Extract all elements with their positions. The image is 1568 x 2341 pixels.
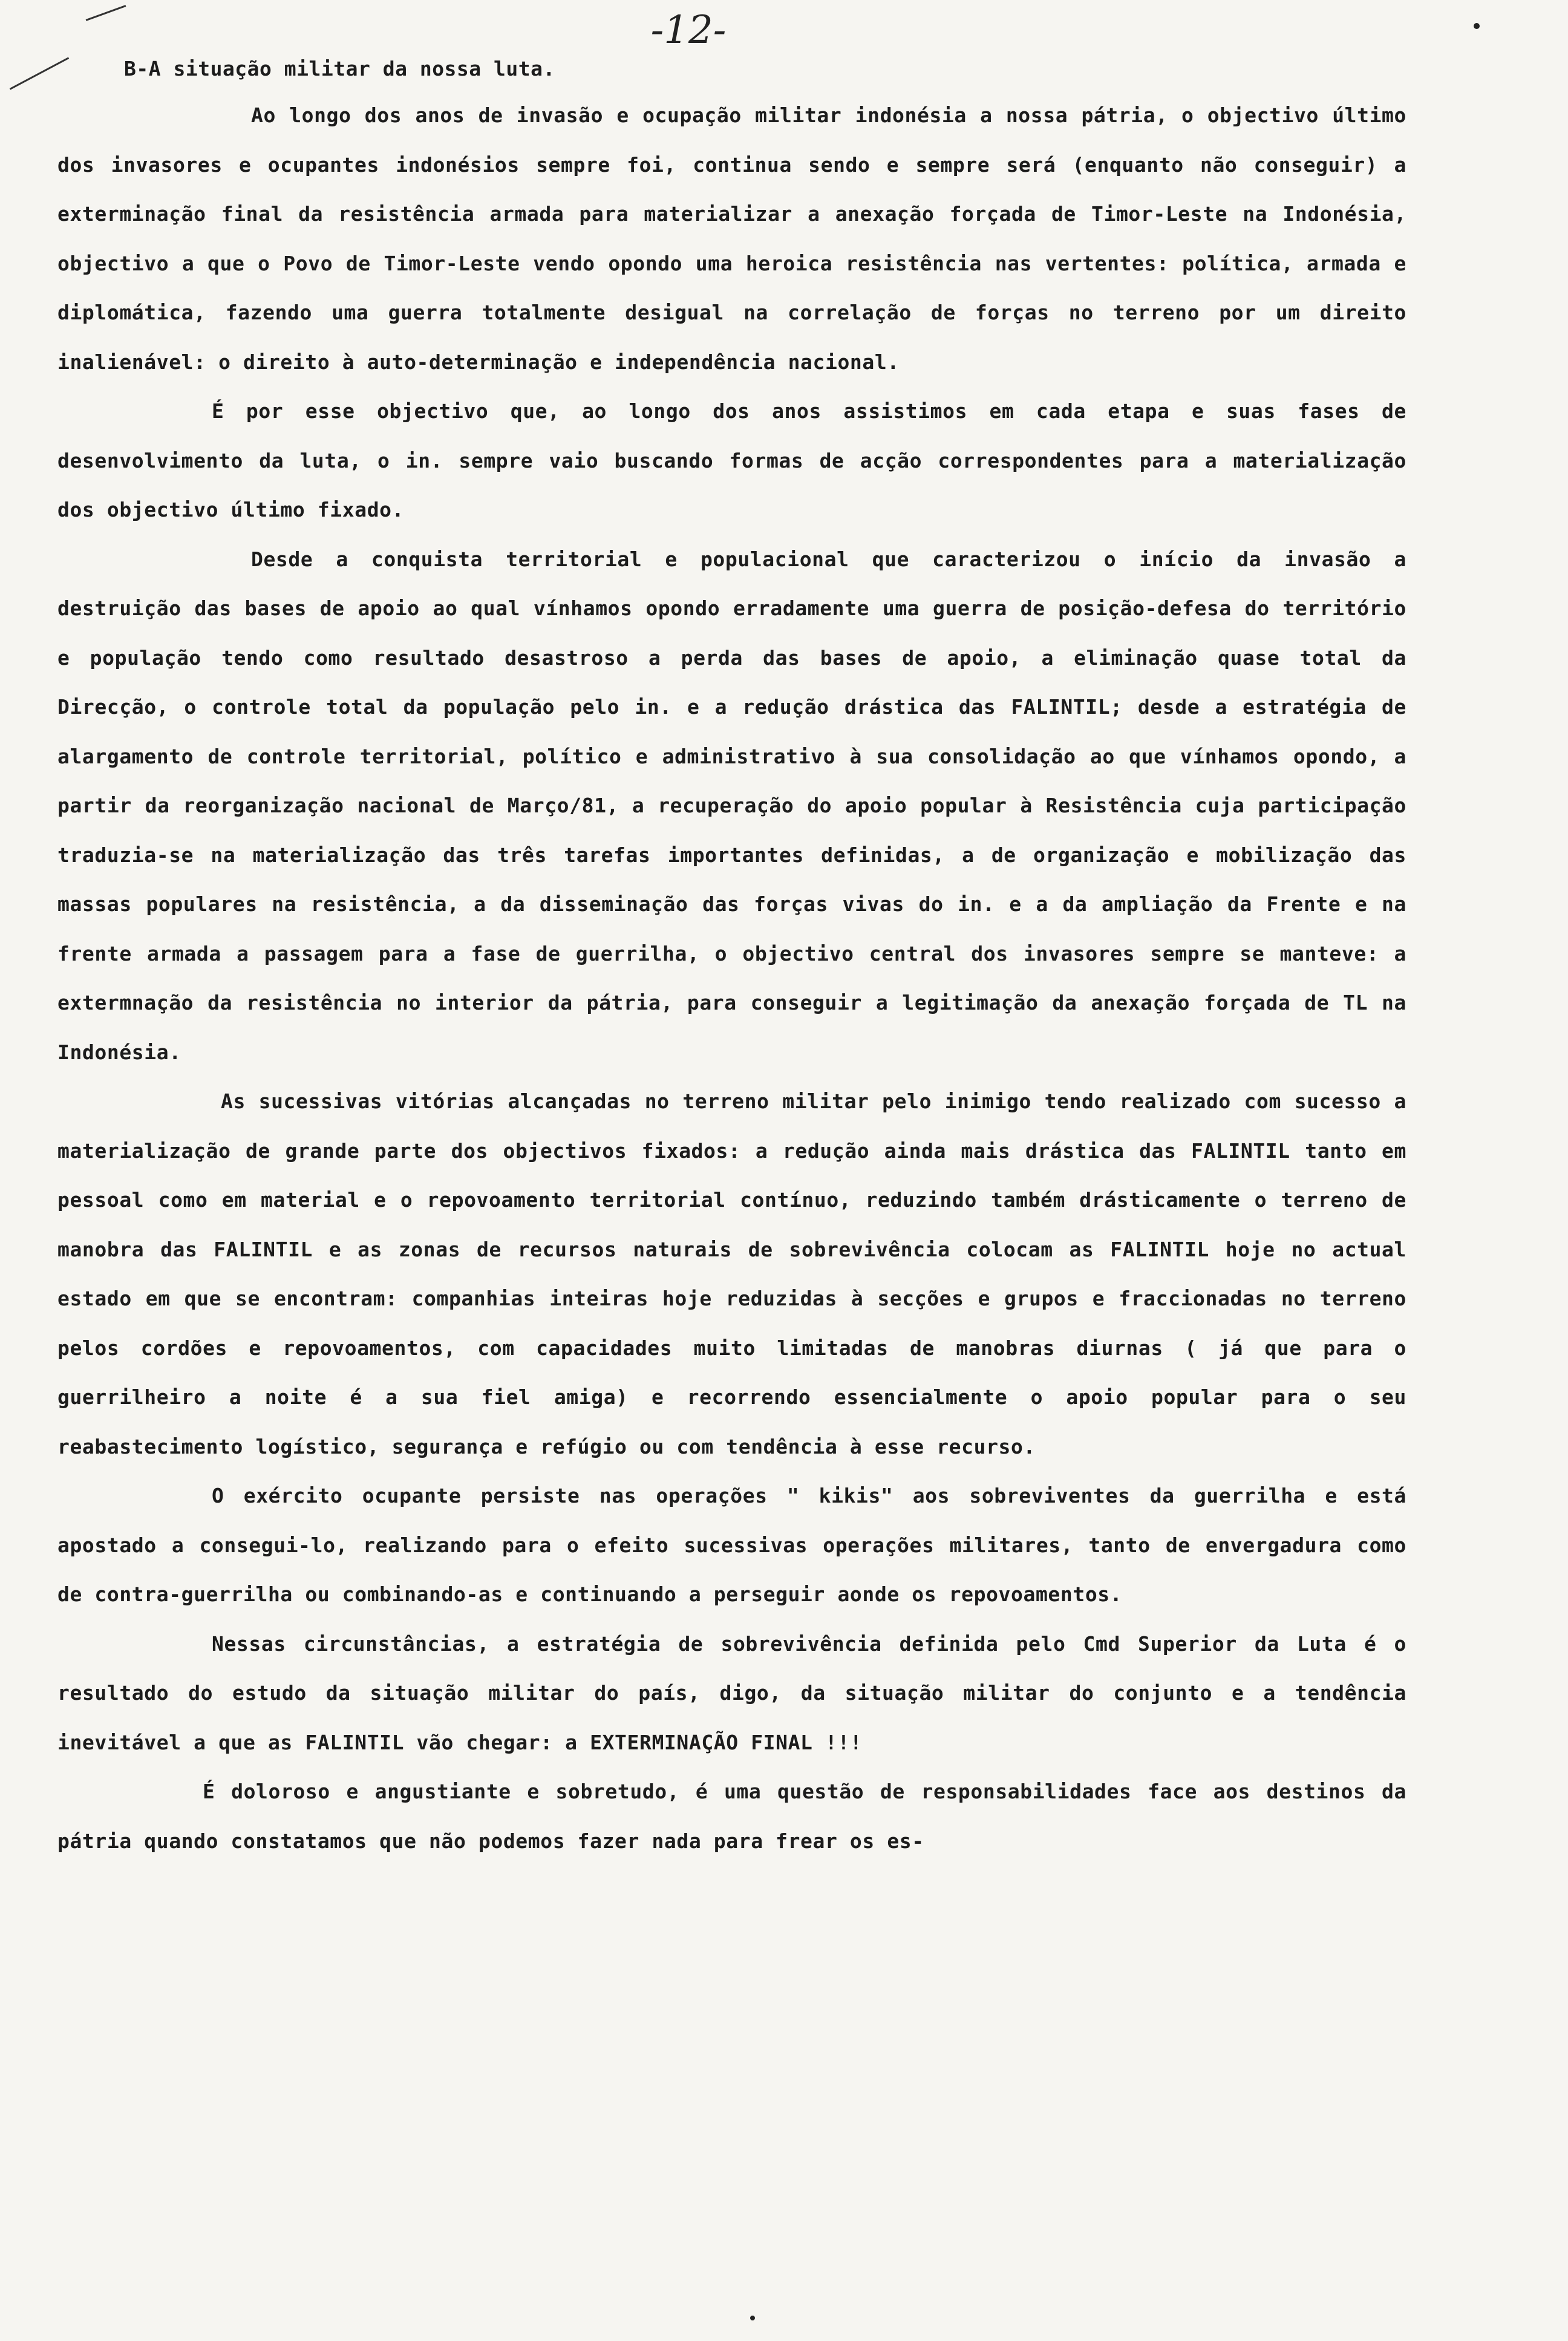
- paragraph-7: É doloroso e angustiante e sobretudo, é uma questão de responsabilidades face aos destinos da pátria quando constatamos que não podemos fazer nada para frear os es-: [57, 1780, 1406, 1853]
- paragraph-3: Desde a conquista territorial e populacional que caracterizou o início da invasão a destruição das bases de apoio ao qual vínhamos opondo erradamente uma guerra de posição-defesa do território e população tendo como resultado desastroso a perda das bases de apoio, a eliminação quase total da Direcção, o controle total da população pelo in. e a redução drástica das FALINTIL; desde a estratégia de alargamento de controle territorial, político e administrativo à sua consolidação ao que vínhamos opondo, a partir da reorganização nacional de Março/81, a recuperação do apoio popular à Resistência cuja participação traduzia-se na materialização das três tarefas importantes definidas, a de organização e mobilização das massas populares na resistência, a da disseminação das forças vivas do in. e a da ampliação da Frente e na frente armada a passagem para a fase de guerrilha, o objectivo central dos invasores sempre se manteve: a extermnação da resistência no interior da pátria, para conseguir a legitimação da anexação forçada de TL na Indonésia.: [57, 547, 1406, 1064]
- margin-scribble-top-left-2: [86, 5, 126, 21]
- paragraph-6: Nessas circunstâncias, a estratégia de sobrevivência definida pelo Cmd Superior da Luta é o resultado do estudo da situação militar do país, digo, da situação militar do conjunto e a tendência inevitável a que as FALINTIL vão chegar: a EXTERMINAÇÃO FINAL !!!: [57, 1631, 1406, 1754]
- page-number: -12-: [650, 8, 727, 53]
- margin-scribble-top-left: [10, 57, 70, 90]
- paragraph-1: Ao longo dos anos de invasão e ocupação militar indonésia a nossa pátria, o objectivo último dos invasores e ocupantes indonésios sempre foi, continua sendo e sempre será (enquanto não conseguir) a exterminação final da resistência armada para materializar a anexação forçada de Timor-Leste na Indonésia, objectivo a que o Povo de Timor-Leste vendo opondo uma heroica resistência nas vertentes: política, armada e diplomática, fazendo uma guerra totalmente desigual na correlação de forças no terreno por um direito inalienável: o direito à auto-determinação e independência nacional.: [57, 103, 1406, 374]
- scan-speck-bottom: [750, 2316, 755, 2320]
- scan-speck-top-right: [1474, 23, 1480, 29]
- section-title: B-A situação militar da nossa luta.: [124, 57, 555, 80]
- paragraph-2: É por esse objectivo que, ao longo dos anos assistimos em cada etapa e suas fases de desenvolvimento da luta, o in. sempre vaio buscando formas de acção correspondentes para a materialização dos objectivo último fixado.: [57, 399, 1406, 521]
- paragraph-4: As sucessivas vitórias alcançadas no terreno militar pelo inimigo tendo realizado com sucesso a materialização de grande parte dos objectivos fixados: a redução ainda mais drástica das FALINTIL tanto em pessoal como em material e o repovoamento territorial contínuo, reduzindo também drásticamente o terreno de manobra das FALINTIL e as zonas de recursos naturais de sobrevivência colocam as FALINTIL hoje no actual estado em que se encontram: companhias inteiras hoje reduzidas à secções e grupos e fraccionadas no terreno pelos cordões e repovoamentos, com capacidades muito limitadas de manobras diurnas ( já que para o guerrilheiro a noite é a sua fiel amiga) e recorrendo essencialmente o apoio popular para o seu reabastecimento logístico, segurança e refúgio ou com tendência à esse recurso.: [57, 1089, 1406, 1458]
- document-body: [57, 91, 1406, 1866]
- paragraph-5: O exército ocupante persiste nas operações " kikis" aos sobreviventes da guerrilha e está apostado a consegui-lo, realizando para o efeito sucessivas operações militares, tanto de envergadura como de contra-guerrilha ou combinando-as e continuando a perseguir aonde os repovoamentos.: [57, 1484, 1406, 1606]
